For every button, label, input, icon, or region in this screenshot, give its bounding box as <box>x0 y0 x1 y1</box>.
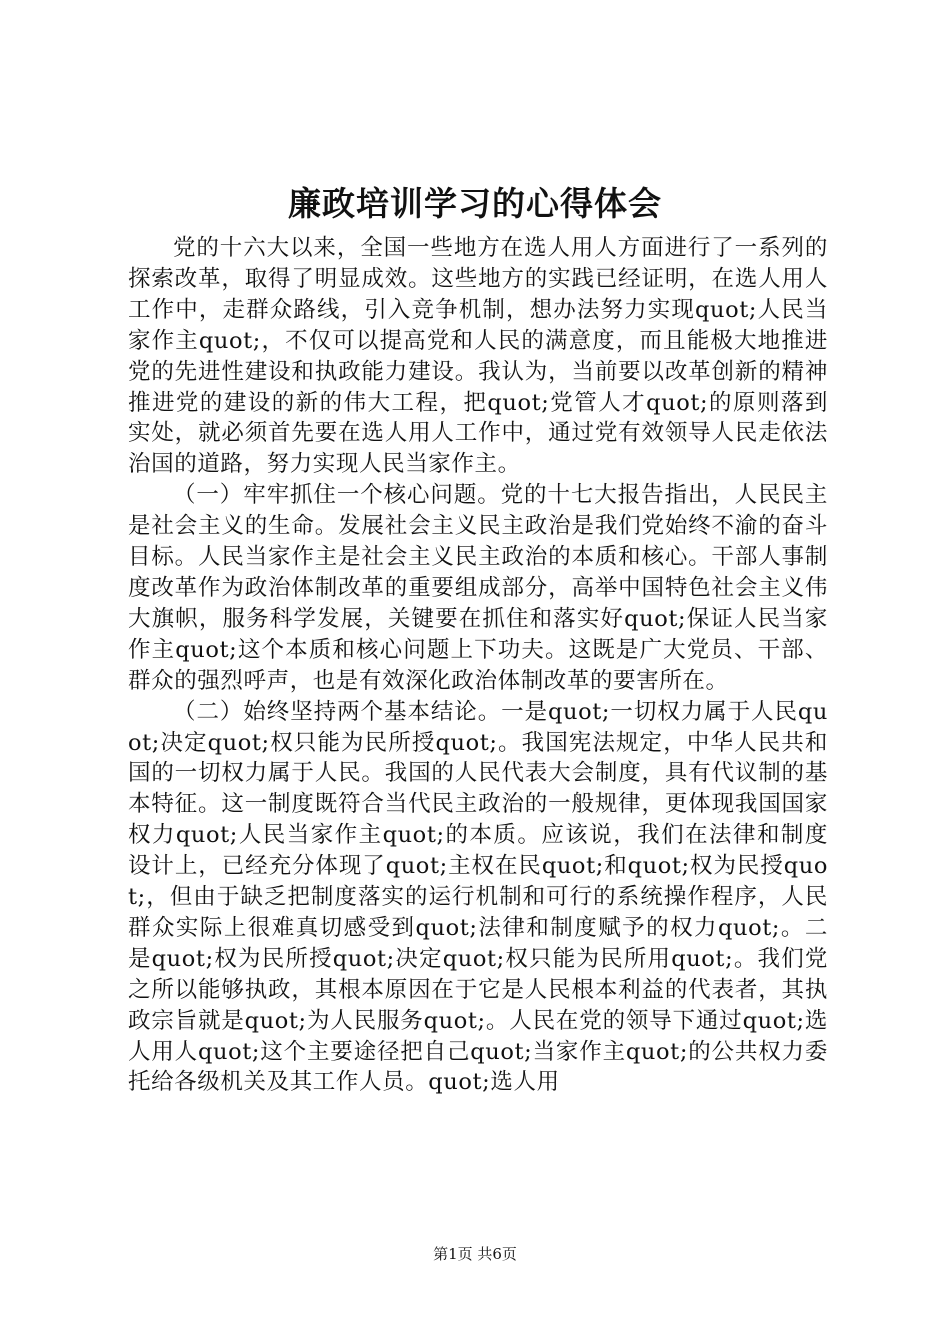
paragraph-intro: 党的十六大以来，全国一些地方在选人用人方面进行了一系列的探索改革，取得了明显成效。这些地方的实践已经证明，在选人用人工作中，走群众路线，引入竞争机制，想办法努力实现quot;人民当家作主quot;，不仅可以提高党和人民的满意度，而且能极大地推进党的先进性建设和执政能力建设。我认为，当前要以改革创新的精神推进党的建设的新的伟大工程，把quot;党管人才quot;的原则落到实处，就必须首先要在选人用人工作中，通过党有效领导人民走依法治国的道路，努力实现人民当家作主。 <box>128 235 828 478</box>
document-body <box>128 233 828 1098</box>
paragraph-section-two: （二）始终坚持两个基本结论。一是quot;一切权力属于人民quot;决定quot;权只能为民所授quot;。我国宪法规定，中华人民共和国的一切权力属于人民。我国的人民代表大会制度，具有代议制的基本特征。这一制度既符合当代民主政治的一般规律，更体现我国国家权力quot;人民当家作主quot;的本质。应该说，我们在法律和制度设计上，已经充分体现了quot;主权在民quot;和quot;权为民授quot;，但由于缺乏把制度落实的运行机制和可行的系统操作程序，人民群众实际上很难真切感受到quot;法律和制度赋予的权力quot;。二是quot;权为民所授quot;决定quot;权只能为民所用quot;。我们党之所以能够执政，其根本原因在于它是人民根本利益的代表者，其执政宗旨就是quot;为人民服务quot;。人民在党的领导下通过quot;选人用人quot;这个主要途径把自己quot;当家作主quot;的公共权力委托给各级机关及其工作人员。quot;选人用 <box>128 698 828 1096</box>
paragraph-section-one: （一）牢牢抓住一个核心问题。党的十七大报告指出，人民民主是社会主义的生命。发展社会主义民主政治是我们党始终不渝的奋斗目标。人民当家作主是社会主义民主政治的本质和核心。干部人事制度改革作为政治体制改革的重要组成部分，高举中国特色社会主义伟大旗帜，服务科学发展，关键要在抓住和落实好quot;保证人民当家作主quot;这个本质和核心问题上下功夫。这既是广大党员、干部、群众的强烈呼声，也是有效深化政治体制改革的要害所在。 <box>128 482 828 694</box>
page-footer: 第1页 共6页 <box>433 1245 517 1263</box>
document-title: 廉政培训学习的心得体会 <box>288 184 662 223</box>
